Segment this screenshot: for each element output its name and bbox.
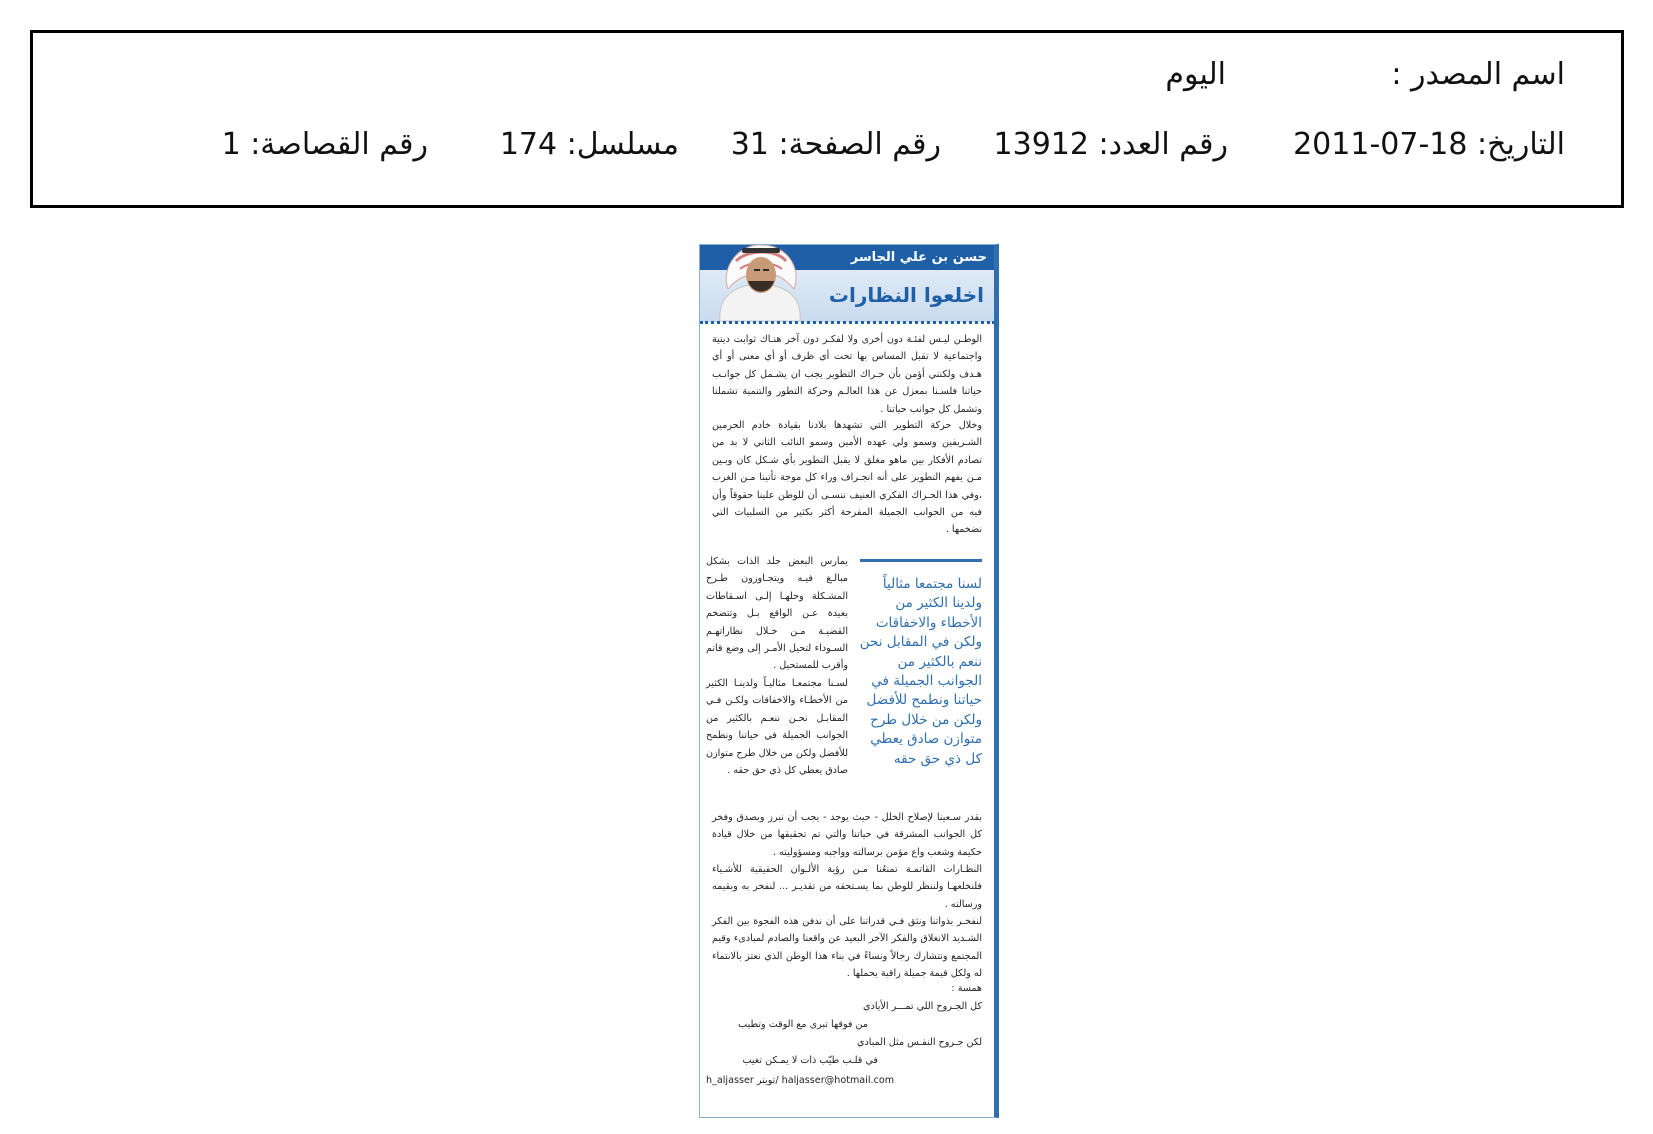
- dotted-divider: [700, 321, 995, 324]
- newspaper-clipping: [699, 244, 999, 1118]
- source-value: اليوم: [1165, 57, 1226, 92]
- serial-number: مسلسل: 174: [499, 127, 679, 162]
- column-paragraph: لسـنا مجتمعـا مثاليـاً ولدينـا الكثير من الأخطـاء والاخفاقات ولكـن فـي المقابـل نحـن ننعـم بالكثير من الجوانب الجميلة في حياتنا ونطمح للأفضل ولكن من خلال طرح متوازن صادق يعطي كل ذي حق حقه .: [706, 678, 848, 777]
- poem-verse: لكن جـروح النفـس مثل المبادي: [857, 1037, 982, 1048]
- page-number: رقم الصفحة: 31: [730, 127, 941, 162]
- author-photo: [706, 244, 814, 321]
- pull-quote-rule: [860, 559, 982, 562]
- article-paragraph: لنفخـر بذواتنا ونثق فـي قدراتنا على أن ندفن هذه الفجوة بين الفكر الشـديد الانغلاق والفكر الآخر البعيد عن واقعنا والصادم لمبادىء وقيم المجتمع ونتشارك رجالاً ونساءً في بناء هذا الوطن الذي نعتز بالانتماء له ولكل قيمة جميلة راقية يحملها .: [712, 916, 982, 980]
- article-paragraph: الوطـن ليـس لفئـة دون أخرى ولا لفكـر دون آخر هنـاك ثوابت دينية واجتماعية لا تقبل المساس بها تحت أي ظرف أو أي معنى أو أي هـدف ولكنني أؤمن بأن حـراك التطوير يجب ان يشـمل كل جوانـب حياتنا فلسـنا بمعزل عن هذا العالـم وحركة التطور والتنمية تشملنا وتشمل كل جوانب حياتنا .: [712, 334, 982, 415]
- poem-verse: من فوقها تبرى مع الوقت وتطيب: [738, 1019, 868, 1030]
- clip-number: رقم القصاصة: 1: [221, 127, 428, 162]
- pull-quote: لسنا مجتمعا مثالياً ولدينا الكثير من الأخطاء والاخفاقات ولكن في المقابل نحن ننعم بالكثير من الجوانب الجميلة في حياتنا ونطمح للأفضل ولكن من خلال طرح متوازن صادق يعطي كل ذي حق حقه: [859, 576, 982, 767]
- author-name: حسن بن علي الجاسر: [850, 250, 987, 265]
- article-paragraph: بقدر سـعينا لإصلاح الخلل - حيث يوجد - يجب أن نبرز وبصدق وفخر كل الجوانب المشرقة في حياتنا والتي تم تحقيقها من خلال قيادة حكيمة وشعب واع مؤمن برسالته وواجبه ومسؤوليته .: [712, 812, 982, 858]
- poem-verse: كل الجـروح اللي تمـــر الأيادي: [863, 1001, 982, 1012]
- column-paragraph: يمارس البعض جلد الذات بشكل مبالـغ فيـه ويتجـاوزون طـرح المشـكلة وحلهـا إلـى اسـقاطات بعيدة عـن الواقع بـل وتتضخم القضيـة مـن خـلال نظاراتهـم السـوداء لتحيل الأمـر إلى وضع قاتم وأقرب للمستحيل .: [706, 556, 848, 672]
- article-paragraph: وخلال حركة التطوير التي تشهدها بلادنا بقيادة خادم الحرمين الشـريفين وسمو ولي عهده الأمين وسمو النائب الثاني لا بد من تصادم الأفكار بين ماهو مغلق لا يقبل التطوير بأي شـكل كان وبـين مـن يفهم التطوير على أنه انجـراف وراء كل موجة تأتينا مـن الغرب ،وفي هذا الحـراك الفكري العنيف ننسـى أن للوطن علينا حقوقاً وأن فيه من الجوانب الجميلة المفرحة أكثر بكثير من السلبيات التي نضخمها .: [712, 420, 982, 536]
- article-paragraph: النظـارات القاتمـة تمنعُنا مـن رؤية الألـوان الحقيقية للأشـياء فلنخلعهـا ولننظر للوطن بما يسـتحقه من تقديـر ... لنفخر به وبقيمه ورسالته .: [712, 864, 982, 910]
- date-field: التاريخ: 18-07-2011: [1293, 127, 1565, 162]
- issue-number: رقم العدد: 13912: [993, 127, 1228, 162]
- source-label: اسم المصدر :: [1391, 57, 1565, 92]
- hamsa-label: همسة :: [951, 983, 982, 994]
- column-title: اخلعوا النظارات: [828, 283, 984, 307]
- author-contact: h_aljasser تويتر/ haljasser@hotmail.com: [706, 1075, 895, 1086]
- poem-verse: في قلـب طيّب ذات لا يمـكن تغيب: [742, 1055, 878, 1066]
- clipping-info-box: [30, 30, 1624, 208]
